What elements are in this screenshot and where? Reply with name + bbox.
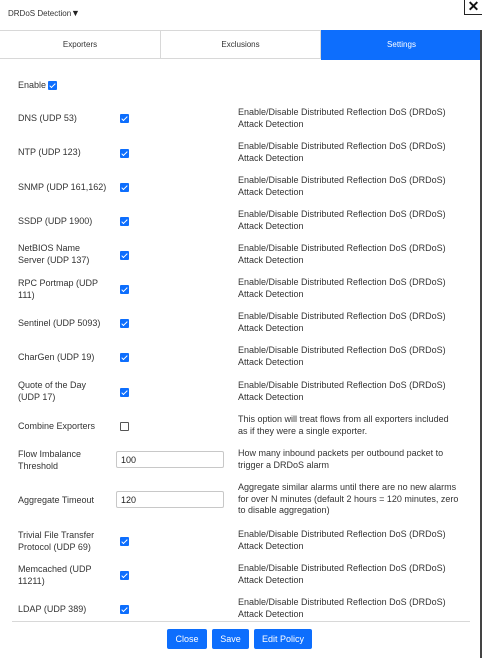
ldap-description: Enable/Disable Distributed Reflection DoS (DRDoS) Attack Detection (238, 597, 446, 619)
flow-imbalance-input[interactable] (116, 451, 224, 468)
ntp-description: Enable/Disable Distributed Reflection DoS (DRDoS) Attack Detection (238, 141, 446, 163)
chargen-checkbox[interactable] (120, 353, 129, 362)
dropdown-caret-icon[interactable]: ▼ (71, 8, 80, 18)
aggregate-timeout-description: Aggregate similar alarms until there are no new alarms for over N minutes (default 2 hours = 120 minutes, zero to disable aggregation) (238, 482, 459, 515)
snmp-description: Enable/Disable Distributed Reflection DoS (DRDoS) Attack Detection (238, 175, 446, 197)
tftp-label: Trivial File Transfer Protocol (UDP 69) (18, 530, 95, 552)
chargen-description: Enable/Disable Distributed Reflection DoS (DRDoS) Attack Detection (238, 345, 446, 367)
netbios-label: NetBIOS Name Server (UDP 137) (18, 243, 90, 265)
ldap-checkbox[interactable] (120, 605, 129, 614)
flow-imbalance-description: How many inbound packets per outbound packet to trigger a DRDoS alarm (238, 448, 444, 470)
tab-exporters[interactable]: Exporters (0, 31, 161, 59)
combine-exporters-description: This option will treat flows from all exporters included as if they were a single exporter. (238, 414, 449, 436)
dns-checkbox[interactable] (120, 114, 129, 123)
ssdp-description: Enable/Disable Distributed Reflection DoS (DRDoS) Attack Detection (238, 209, 446, 231)
chargen-label: CharGen (UDP 19) (18, 352, 95, 362)
edit-policy-button[interactable]: Edit Policy (254, 629, 312, 649)
footer-divider (12, 621, 470, 622)
tab-settings[interactable]: Settings (321, 30, 482, 60)
memcached-checkbox[interactable] (120, 571, 129, 580)
rpc-portmap-checkbox[interactable] (120, 285, 129, 294)
enable-checkbox[interactable] (48, 81, 57, 90)
enable-label: Enable (18, 80, 47, 90)
ntp-label: NTP (UDP 123) (18, 147, 81, 157)
sentinel-label: Sentinel (UDP 5093) (18, 318, 101, 328)
tftp-checkbox[interactable] (120, 537, 129, 546)
combine-exporters-checkbox[interactable] (120, 422, 129, 431)
tftp-description: Enable/Disable Distributed Reflection DoS (DRDoS) Attack Detection (238, 529, 446, 551)
close-icon[interactable]: ✕ (464, 0, 482, 15)
aggregate-timeout-label: Aggregate Timeout (18, 495, 95, 505)
netbios-checkbox[interactable] (120, 251, 129, 260)
snmp-label: SNMP (UDP 161,162) (18, 182, 107, 192)
title-bar (0, 0, 482, 30)
rpc-portmap-description: Enable/Disable Distributed Reflection DoS (DRDoS) Attack Detection (238, 277, 446, 299)
tab-bar (0, 30, 482, 59)
combine-exporters-label: Combine Exporters (18, 421, 96, 431)
sentinel-checkbox[interactable] (120, 319, 129, 328)
close-button[interactable]: Close (167, 629, 207, 649)
rpc-portmap-label: RPC Portmap (UDP 111) (18, 278, 98, 300)
settings-form (0, 60, 482, 620)
save-button[interactable]: Save (212, 629, 249, 649)
ntp-checkbox[interactable] (120, 149, 129, 158)
dns-description: Enable/Disable Distributed Reflection DoS (DRDoS) Attack Detection (238, 107, 446, 129)
dns-label: DNS (UDP 53) (18, 113, 77, 123)
sentinel-description: Enable/Disable Distributed Reflection DoS (DRDoS) Attack Detection (238, 311, 446, 333)
ssdp-label: SSDP (UDP 1900) (18, 216, 93, 226)
netbios-description: Enable/Disable Distributed Reflection DoS (DRDoS) Attack Detection (238, 243, 446, 265)
ssdp-checkbox[interactable] (120, 217, 129, 226)
snmp-checkbox[interactable] (120, 183, 129, 192)
qotd-description: Enable/Disable Distributed Reflection DoS (DRDoS) Attack Detection (238, 380, 446, 402)
qotd-label: Quote of the Day (UDP 17) (18, 380, 87, 402)
qotd-checkbox[interactable] (120, 388, 129, 397)
flow-imbalance-label: Flow Imbalance Threshold (18, 449, 82, 471)
aggregate-timeout-input[interactable] (116, 491, 224, 508)
tab-exclusions[interactable]: Exclusions (161, 31, 321, 59)
ldap-label: LDAP (UDP 389) (18, 604, 87, 614)
memcached-label: Memcached (UDP 11211) (18, 564, 92, 586)
memcached-description: Enable/Disable Distributed Reflection DoS (DRDoS) Attack Detection (238, 563, 446, 585)
window-title: DRDoS Detection (8, 9, 72, 18)
